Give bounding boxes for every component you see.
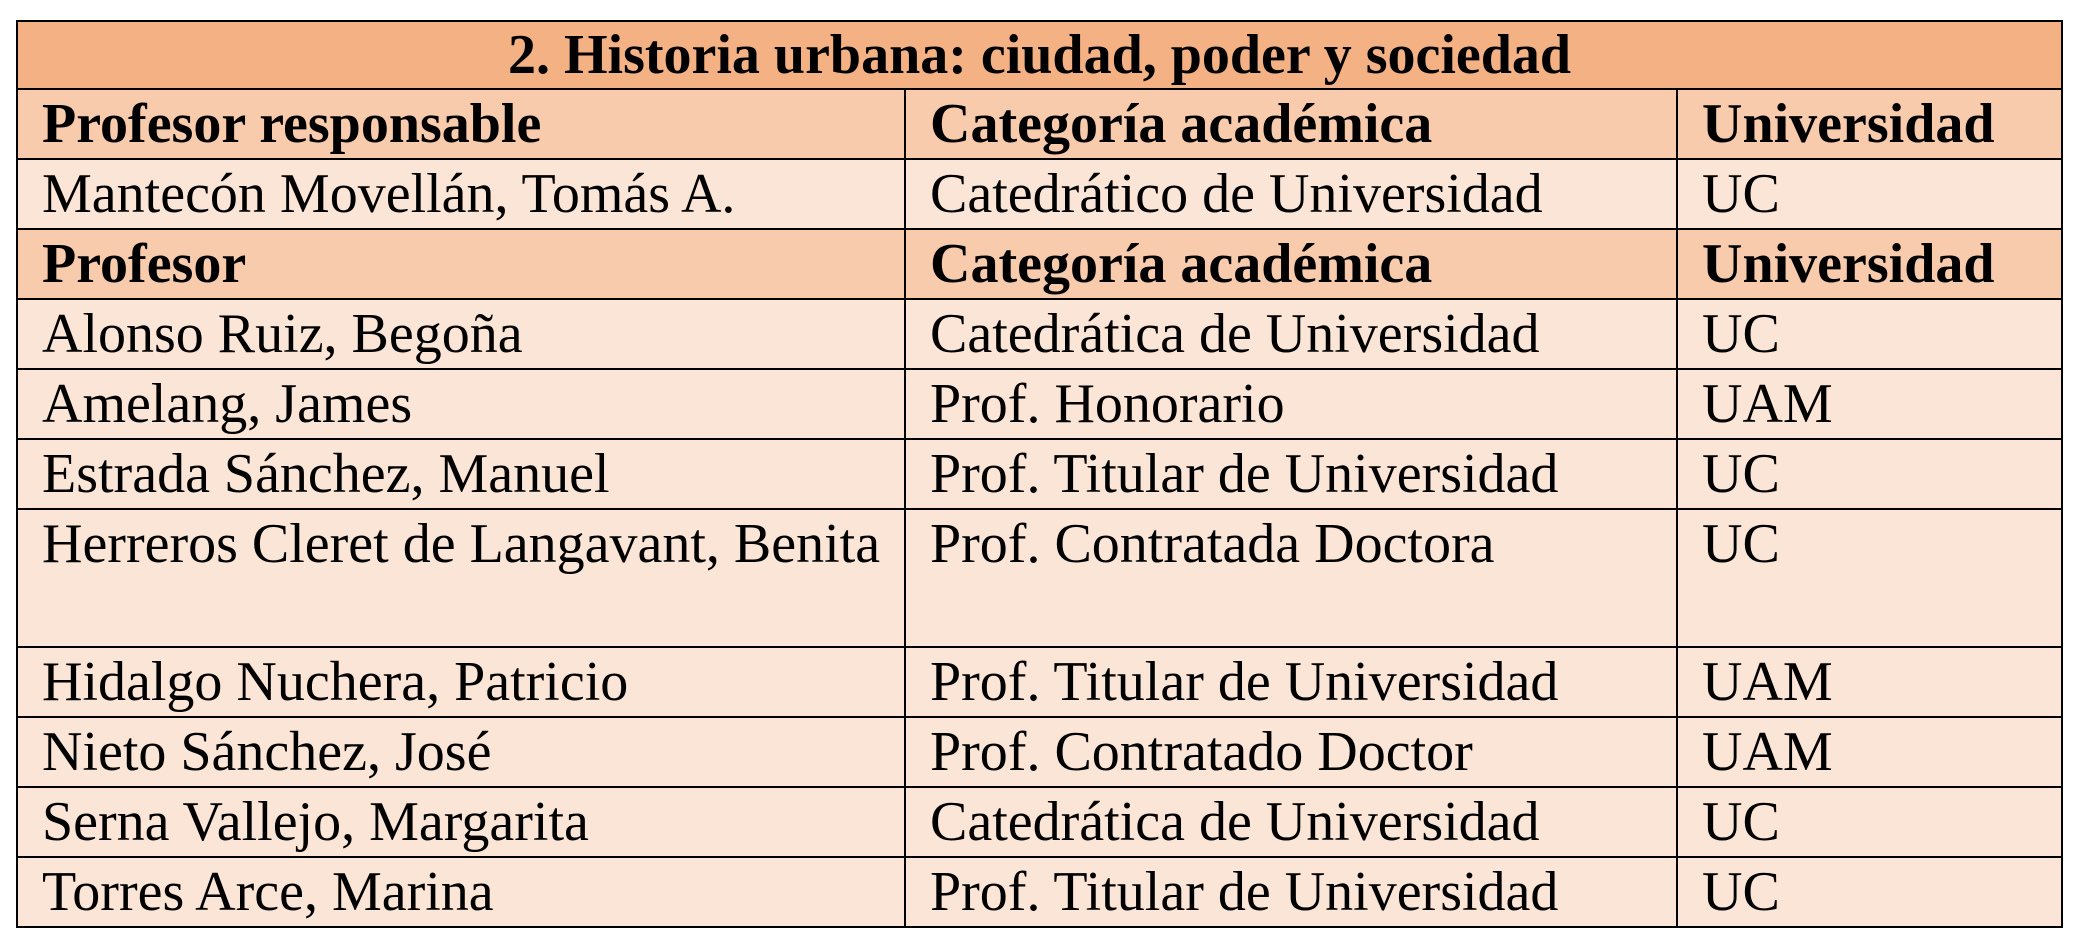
professor-university: UC bbox=[1677, 509, 2062, 647]
table-row bbox=[17, 299, 2062, 369]
column-header-category: Categoría académica bbox=[905, 89, 1677, 159]
professor-university: UC bbox=[1677, 299, 2062, 369]
responsible-university: UC bbox=[1677, 159, 2062, 229]
column-header-university: Universidad bbox=[1677, 89, 2062, 159]
table-title: 2. Historia urbana: ciudad, poder y sociedad bbox=[17, 21, 2062, 89]
professor-category: Prof. Contratada Doctora bbox=[905, 509, 1677, 647]
table-row bbox=[17, 857, 2062, 927]
responsible-row bbox=[17, 159, 2062, 229]
table-row bbox=[17, 439, 2062, 509]
professor-name: Nieto Sánchez, José bbox=[17, 717, 905, 787]
professor-name: Amelang, James bbox=[17, 369, 905, 439]
responsible-name: Mantecón Movellán, Tomás A. bbox=[17, 159, 905, 229]
professor-category: Prof. Titular de Universidad bbox=[905, 647, 1677, 717]
responsible-header-row bbox=[17, 89, 2062, 159]
column-header-category: Categoría académica bbox=[905, 229, 1677, 299]
professor-name: Estrada Sánchez, Manuel bbox=[17, 439, 905, 509]
professor-name: Serna Vallejo, Margarita bbox=[17, 787, 905, 857]
table-row bbox=[17, 509, 2062, 647]
professor-university: UAM bbox=[1677, 369, 2062, 439]
table-row bbox=[17, 647, 2062, 717]
professor-category: Prof. Titular de Universidad bbox=[905, 439, 1677, 509]
professor-university: UAM bbox=[1677, 647, 2062, 717]
responsible-category: Catedrático de Universidad bbox=[905, 159, 1677, 229]
column-header-name: Profesor responsable bbox=[17, 89, 905, 159]
professor-category: Prof. Contratado Doctor bbox=[905, 717, 1677, 787]
table-row bbox=[17, 787, 2062, 857]
table-title-row bbox=[17, 21, 2062, 89]
professor-name: Herreros Cleret de Langavant, Benita bbox=[17, 509, 905, 647]
table-row bbox=[17, 717, 2062, 787]
professors-header-row bbox=[17, 229, 2062, 299]
professor-category: Catedrática de Universidad bbox=[905, 787, 1677, 857]
professor-university: UAM bbox=[1677, 717, 2062, 787]
professor-university: UC bbox=[1677, 857, 2062, 927]
column-header-university: Universidad bbox=[1677, 229, 2062, 299]
column-header-name: Profesor bbox=[17, 229, 905, 299]
professor-name: Alonso Ruiz, Begoña bbox=[17, 299, 905, 369]
professor-category: Prof. Honorario bbox=[905, 369, 1677, 439]
table-row bbox=[17, 369, 2062, 439]
faculty-table bbox=[16, 20, 2063, 928]
professor-category: Prof. Titular de Universidad bbox=[905, 857, 1677, 927]
professor-university: UC bbox=[1677, 787, 2062, 857]
professor-category: Catedrática de Universidad bbox=[905, 299, 1677, 369]
professor-name: Hidalgo Nuchera, Patricio bbox=[17, 647, 905, 717]
professor-university: UC bbox=[1677, 439, 2062, 509]
professor-name: Torres Arce, Marina bbox=[17, 857, 905, 927]
